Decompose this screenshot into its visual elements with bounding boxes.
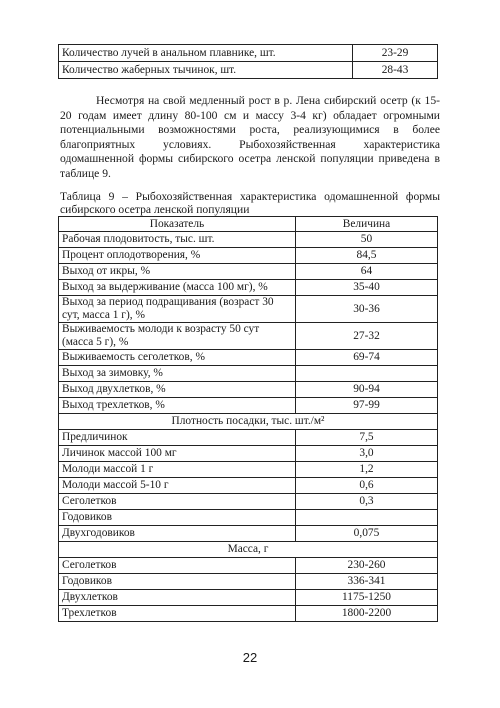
row-value: 0,3	[296, 494, 438, 510]
row-value: 0,6	[296, 478, 438, 494]
table-row	[59, 366, 438, 382]
row-label: Выживаемость молоди к возрасту 50 сут (масса 5 г), %	[59, 323, 296, 350]
main-table	[58, 216, 438, 622]
table-row	[59, 430, 438, 446]
table-row	[59, 45, 438, 62]
row-label: Сеголетков	[59, 494, 296, 510]
row-value: 0,075	[296, 526, 438, 542]
row-value: 336-341	[296, 574, 438, 590]
row-label: Годовиков	[59, 510, 296, 526]
table-row	[59, 264, 438, 280]
table-row	[59, 446, 438, 462]
table-row	[59, 232, 438, 248]
row-label: Трехлетков	[59, 606, 296, 622]
section-row-mass	[59, 542, 438, 558]
row-value: 35-40	[296, 280, 438, 296]
row-label: Количество лучей в анальном плавнике, шт.	[59, 45, 353, 62]
row-value: 97-99	[296, 398, 438, 414]
section-row-density	[59, 414, 438, 430]
table-row	[59, 62, 438, 79]
table-row	[59, 398, 438, 414]
row-label: Выход двухлетков, %	[59, 382, 296, 398]
row-value: 1175-1250	[296, 590, 438, 606]
row-value: 69-74	[296, 350, 438, 366]
row-label: Количество жаберных тычинок, шт.	[59, 62, 353, 79]
row-label: Молоди массой 1 г	[59, 462, 296, 478]
row-label: Выживаемость сеголетков, %	[59, 350, 296, 366]
table-row	[59, 478, 438, 494]
table-row	[59, 574, 438, 590]
row-value: 30-36	[296, 296, 438, 323]
row-value: 230-260	[296, 558, 438, 574]
row-label: Предличинок	[59, 430, 296, 446]
row-label: Двухгодовиков	[59, 526, 296, 542]
row-value: 64	[296, 264, 438, 280]
top-table	[58, 44, 438, 79]
table-row	[59, 558, 438, 574]
page-number: 22	[242, 650, 258, 665]
row-value	[296, 510, 438, 526]
header-value: Величина	[296, 217, 438, 232]
table-row	[59, 382, 438, 398]
row-value: 23-29	[353, 45, 438, 62]
table-row	[59, 350, 438, 366]
row-value: 90-94	[296, 382, 438, 398]
table-row	[59, 248, 438, 264]
row-value: 28-43	[353, 62, 438, 79]
row-value: 1,2	[296, 462, 438, 478]
row-label: Выход трехлетков, %	[59, 398, 296, 414]
row-value	[296, 366, 438, 382]
table-row	[59, 323, 438, 350]
row-value: 1800-2200	[296, 606, 438, 622]
section-heading-mass: Масса, г	[59, 542, 438, 558]
row-value: 3,0	[296, 446, 438, 462]
row-label: Сеголетков	[59, 558, 296, 574]
table-row	[59, 590, 438, 606]
table-row	[59, 280, 438, 296]
table-row	[59, 606, 438, 622]
table-caption: Таблица 9 – Рыбохозяйственная характеристика одомашненной формы сибирского осетра ленской популяции	[60, 190, 440, 217]
row-value: 84,5	[296, 248, 438, 264]
row-label: Рабочая плодовитость, тыс. шт.	[59, 232, 296, 248]
row-label: Двухлетков	[59, 590, 296, 606]
section-heading-density: Плотность посадки, тыс. шт./м²	[59, 414, 438, 430]
table-row	[59, 296, 438, 323]
row-label: Молоди массой 5-10 г	[59, 478, 296, 494]
table-header-row	[59, 217, 438, 232]
table-row	[59, 494, 438, 510]
row-value: 7,5	[296, 430, 438, 446]
body-paragraph: Несмотря на свой медленный рост в р. Лена сибирский осетр (к 15-20 годам имеет длину 80-100 см и массу 3-4 кг) обладает огромными потенциальными возможностями роста, реализующимися в более благоприятных условиях. Рыбохозяйственная характеристика одомашненной формы сибирского осетра ленской популяции приведена в таблице 9.	[60, 94, 440, 180]
table-row	[59, 526, 438, 542]
row-value: 50	[296, 232, 438, 248]
row-label: Личинок массой 100 мг	[59, 446, 296, 462]
row-label: Выход от икры, %	[59, 264, 296, 280]
row-label: Годовиков	[59, 574, 296, 590]
row-label: Выход за выдерживание (масса 100 мг), %	[59, 280, 296, 296]
row-label: Выход за зимовку, %	[59, 366, 296, 382]
header-indicator: Показатель	[59, 217, 296, 232]
row-label: Выход за период подращивания (возраст 30 сут, масса 1 г), %	[59, 296, 296, 323]
table-row	[59, 510, 438, 526]
table-row	[59, 462, 438, 478]
row-label: Процент оплодотворения, %	[59, 248, 296, 264]
row-value: 27-32	[296, 323, 438, 350]
